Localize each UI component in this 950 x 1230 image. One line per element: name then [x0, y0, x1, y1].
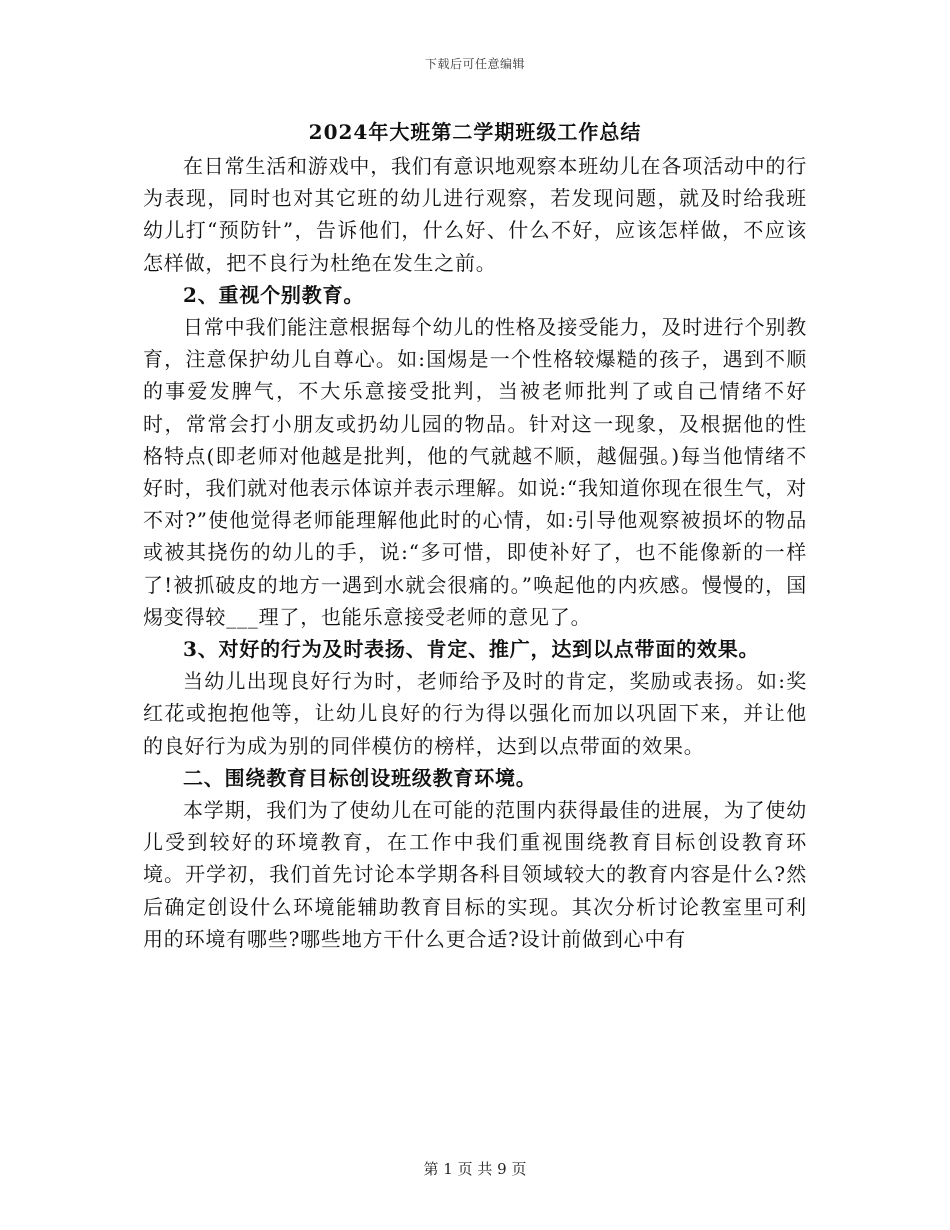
- page-number: 第 1 页 共 9 页: [423, 1160, 527, 1178]
- paragraph: 本学期，我们为了使幼儿在可能的范围内获得最佳的进展，为了使幼儿受到较好的环境教育，在工作中我们重视围绕教育目标创设教育环境。开学初，我们首先讨论本学期各科目领域较大的教育内容是什么?然后确定创设什么环境能辅助教育目标的实现。其次分析讨论教室里可利用的环境有哪些?哪些地方干什么更合适?设计前做到心中有: [143, 798, 807, 951]
- header-note: 下载后可任意编辑: [424, 57, 525, 71]
- paragraph: 当幼儿出现良好行为时，老师给予及时的肯定，奖励或表扬。如:奖红花或抱抱他等，让幼儿良好的行为得以强化而加以巩固下来，并让他的良好行为成为别的同伴模仿的榜样，达到以点带面的效果。: [143, 669, 807, 758]
- paragraph: 日常中我们能注意根据每个幼儿的性格及接受能力，及时进行个别教育，注意保护幼儿自尊心。如:国焬是一个性格较爆糙的孩子，遇到不顺的事爱发脾气，不大乐意接受批判，当被老师批判了或自己情绪不好时，常常会打小朋友或扔幼儿园的物品。针对这一现象，及根据他的性格特点(即老师对他越是批判，他的气就越不顺，越倔强。)每当他情绪不好时，我们就对他表示体谅并表示理解。如说:“我知道你现在很生气，对不对?”使他觉得老师能理解他此时的心情，如:引导他观察被损坏的物品或被其挠伤的幼儿的手，说:“多可惜，即使补好了，也不能像新的一样了!被抓破皮的地方一遇到水就会很痛的。”唤起他的内疚感。慢慢的，国焬变得较___理了，也能乐意接受老师的意见了。: [143, 315, 807, 629]
- section-heading: 2、重视个别教育。: [183, 282, 365, 307]
- document-body: [143, 150, 807, 955]
- section-heading: 二、围绕教育目标创设班级教育环境。: [183, 765, 537, 790]
- document-title: 2024年大班第二学期班级工作总结: [308, 120, 642, 144]
- paragraph: 在日常生活和游戏中，我们有意识地观察本班幼儿在各项活动中的行为表现，同时也对其它班的幼儿进行观察，若发现问题，就及时给我班幼儿打“预防针”，告诉他们，什么好、什么不好，应该怎样做，不应该怎样做，把不良行为杜绝在发生之前。: [143, 154, 807, 275]
- section-heading: 3、对好的行为及时表扬、肯定、推广，达到以点带面的效果。: [183, 637, 760, 662]
